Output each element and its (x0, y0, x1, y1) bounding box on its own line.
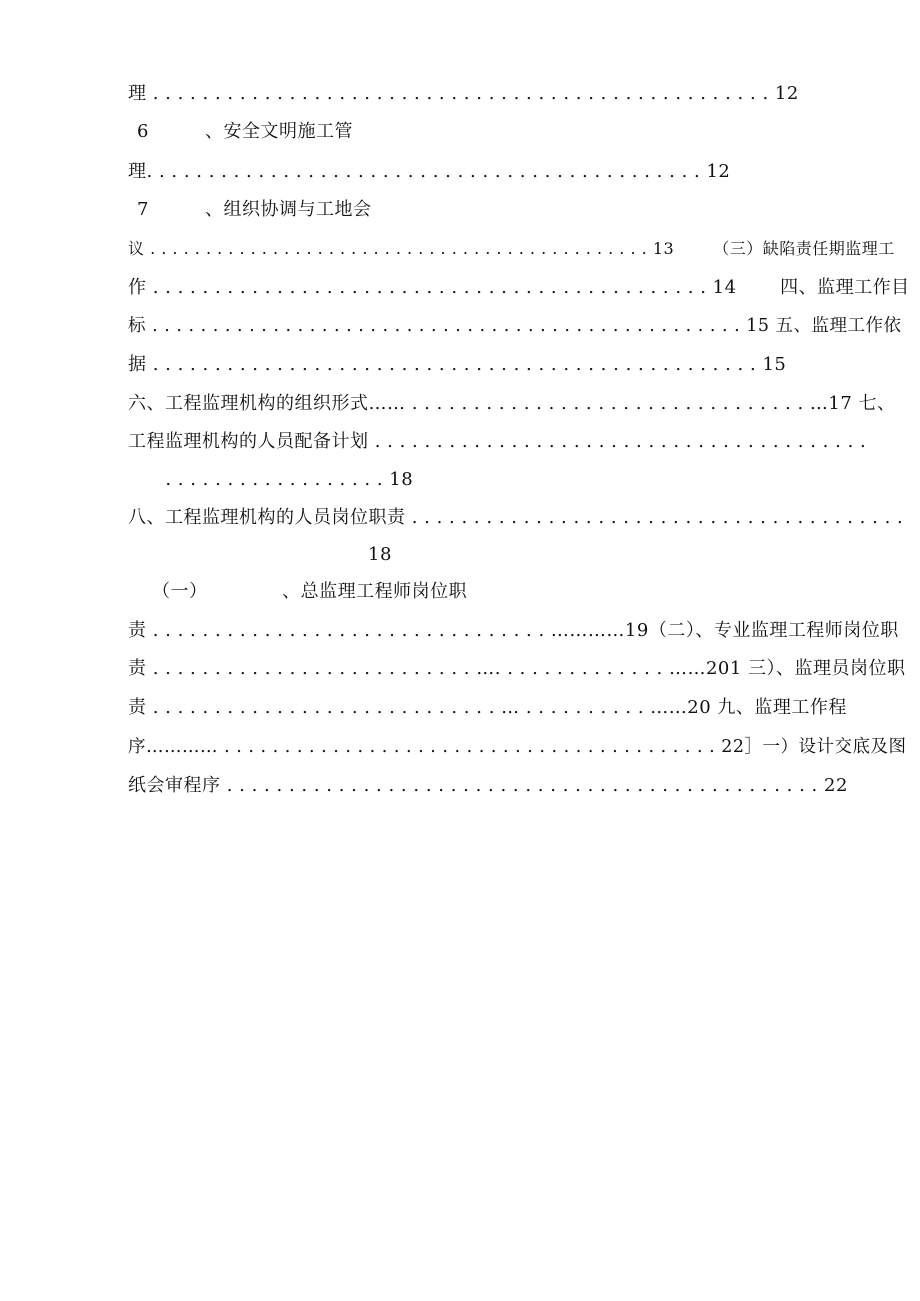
toc-line: 纸会审程序 . . . . . . . . . . . . . . . . . . . . . . . . . . . . . . . . . . . . . . . . . . . . . . . . 22 (128, 775, 848, 796)
toc-line: 作 . . . . . . . . . . . . . . . . . . . . . . . . . . . . . . . . . . . . . . . . . . . . . 14 四、监理工作目 (128, 277, 910, 298)
toc-line: 责 . . . . . . . . . . . . . . . . . . . . . . . . . . . . … . . . . . . . . . . ……20 九、监理工作程 (128, 697, 847, 718)
toc-line: 标 . . . . . . . . . . . . . . . . . . . . . . . . . . . . . . . . . . . . . . . . . . . . . . . . . 15 五、监理工作依 (128, 316, 902, 336)
toc-line: 6 、安全文明施工管 (137, 121, 353, 142)
toc-line: 理 . . . . . . . . . . . . . . . . . . . . . . . . . . . . . . . . . . . . . . . . . . . . . . . . . . 12 (128, 83, 799, 104)
toc-line: 据 . . . . . . . . . . . . . . . . . . . . . . . . . . . . . . . . . . . . . . . . . . . . . . . . . 15 (128, 354, 787, 375)
toc-line: 六、工程监理机构的组织形式…… . . . . . . . . . . . . . . . . . . . . . . . . . . . . . . . . …17 七、 (128, 393, 896, 414)
toc-line: 7 、组织协调与工地会 (137, 199, 372, 220)
toc-line: . . . . . . . . . . . . . . . . . . 18 (128, 469, 414, 490)
toc-line: 议 . . . . . . . . . . . . . . . . . . . . . . . . . . . . . . . . . . . . . . . . . . . . . 13 （三）缺陷责任期监理工 (128, 239, 895, 258)
toc-line: 18 (368, 544, 392, 565)
toc-line: 工程监理机构的人员配备计划 . . . . . . . . . . . . . . . . . . . . . . . . . . . . . . . . . . . . . . . . (128, 431, 867, 452)
toc-line: 责 . . . . . . . . . . . . . . . . . . . . . . . . . . . . . . . . …………19（二）、专业监理工程师岗位职 (128, 620, 899, 641)
toc-line: （一） 、总监理工程师岗位职 (152, 581, 468, 602)
toc-line: 责 . . . . . . . . . . . . . . . . . . . . . . . . . . …. . . . . . . . . . . . . . ……201 三）、监理员岗位职 (128, 658, 906, 679)
toc-line: 理. . . . . . . . . . . . . . . . . . . . . . . . . . . . . . . . . . . . . . . . . . . . . 12 (128, 161, 731, 182)
toc-line: 序………… . . . . . . . . . . . . . . . . . . . . . . . . . . . . . . . . . . . . . . . . . 22］一）设计交底及图 (128, 737, 907, 757)
toc-line: 八、工程监理机构的人员岗位职责 . . . . . . . . . . . . . . . . . . . . . . . . . . . . . . . . . . . . . . . . (128, 507, 904, 528)
